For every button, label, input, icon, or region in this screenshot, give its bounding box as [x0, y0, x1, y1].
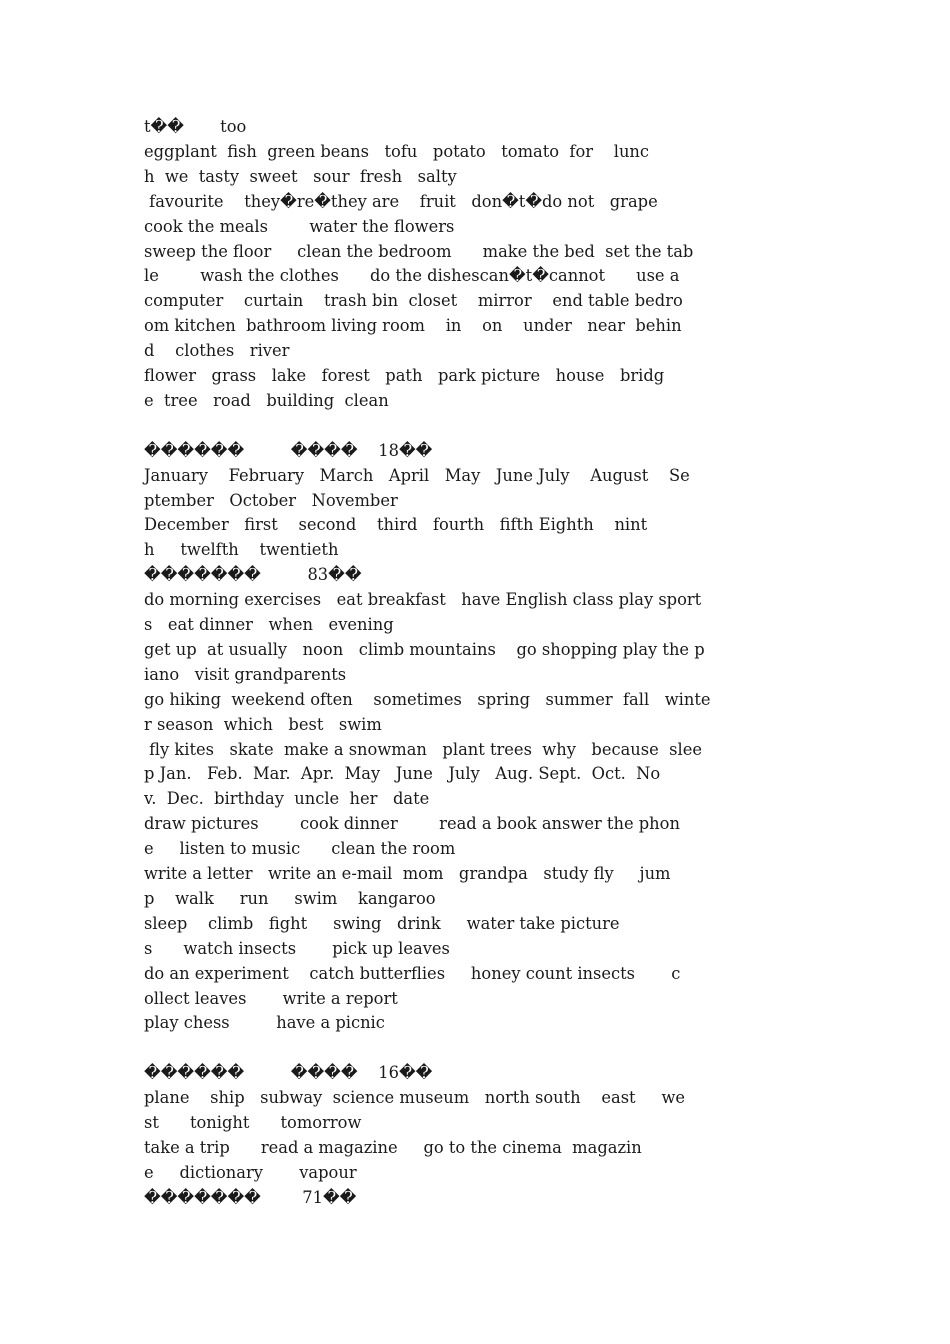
text-line: go hiking weekend often sometimes spring summer fall winte [144, 689, 711, 709]
text-line: p Jan. Feb. Mar. Apr. May June July Aug. Sept. Oct. No [144, 764, 661, 784]
text-line: take a trip read a magazine go to the cinema magazin [144, 1137, 642, 1157]
text-line: st tonight tomorrow [144, 1113, 362, 1132]
text-line: om kitchen bathroom living room in on under near behin [144, 316, 682, 336]
text-line: ollect leaves write a report [144, 988, 398, 1008]
text-line: e dictionary vapour [144, 1162, 357, 1182]
text-line: January February March April May June July August Se [144, 465, 690, 485]
text-line: s watch insects pick up leaves [144, 938, 450, 958]
text-line: e tree road building clean [144, 390, 389, 410]
text-line: play chess have a picnic [144, 1013, 385, 1033]
text-line: p walk run swim kangaroo [144, 888, 436, 908]
text-line: flower grass lake forest path park picture house bridg [144, 366, 665, 385]
text-line [144, 413, 824, 438]
text-line: v. Dec. birthday uncle her date [144, 789, 430, 809]
text-line: sweep the floor clean the bedroom make the bed set the tab [144, 241, 694, 261]
text-line: ������ ���� 18�� [144, 440, 433, 460]
text-line: eggplant fish green beans tofu potato tomato for lunc [144, 141, 650, 161]
text-line: t�� too [144, 117, 247, 136]
text-line: h twelfth twentieth [144, 540, 339, 560]
text-line [144, 1035, 824, 1060]
text-line: e listen to music clean the room [144, 839, 456, 859]
text-line: sleep climb fight swing drink water take picture [144, 913, 620, 933]
text-line: ������ ���� 16�� [144, 1063, 433, 1083]
text-line: ������� 83�� [144, 565, 362, 585]
text-line: fly kites skate make a snowman plant trees why because slee [144, 739, 702, 759]
text-line: ������� 71�� [144, 1187, 357, 1207]
text-line: December first second third fourth fifth Eighth nint [144, 515, 648, 535]
text-line: le wash the clothes do the dishescan�t�cannot use a [144, 266, 680, 286]
text-line: r season which best swim [144, 714, 382, 734]
text-line: computer curtain trash bin closet mirror end table bedro [144, 291, 683, 311]
text-line: ptember October November [144, 490, 398, 510]
text-line: s eat dinner when evening [144, 615, 394, 634]
text-line: d clothes river [144, 341, 290, 361]
text-line: cook the meals water the flowers [144, 216, 455, 236]
text-line: favourite they�re�they are fruit don�t�do not grape [144, 191, 658, 211]
text-line: plane ship subway science museum north south east we [144, 1088, 686, 1108]
text-line: iano visit grandparents [144, 664, 347, 684]
text-line: do an experiment catch butterflies honey count insects c [144, 963, 681, 983]
text-line: h we tasty sweet sour fresh salty [144, 166, 457, 186]
text-line: write a letter write an e-mail mom grandpa study fly jum [144, 864, 671, 883]
text-line: do morning exercises eat breakfast have English class play sport [144, 590, 702, 610]
text-line: get up at usually noon climb mountains go shopping play the p [144, 639, 705, 659]
text-line: draw pictures cook dinner read a book answer the phon [144, 814, 680, 834]
